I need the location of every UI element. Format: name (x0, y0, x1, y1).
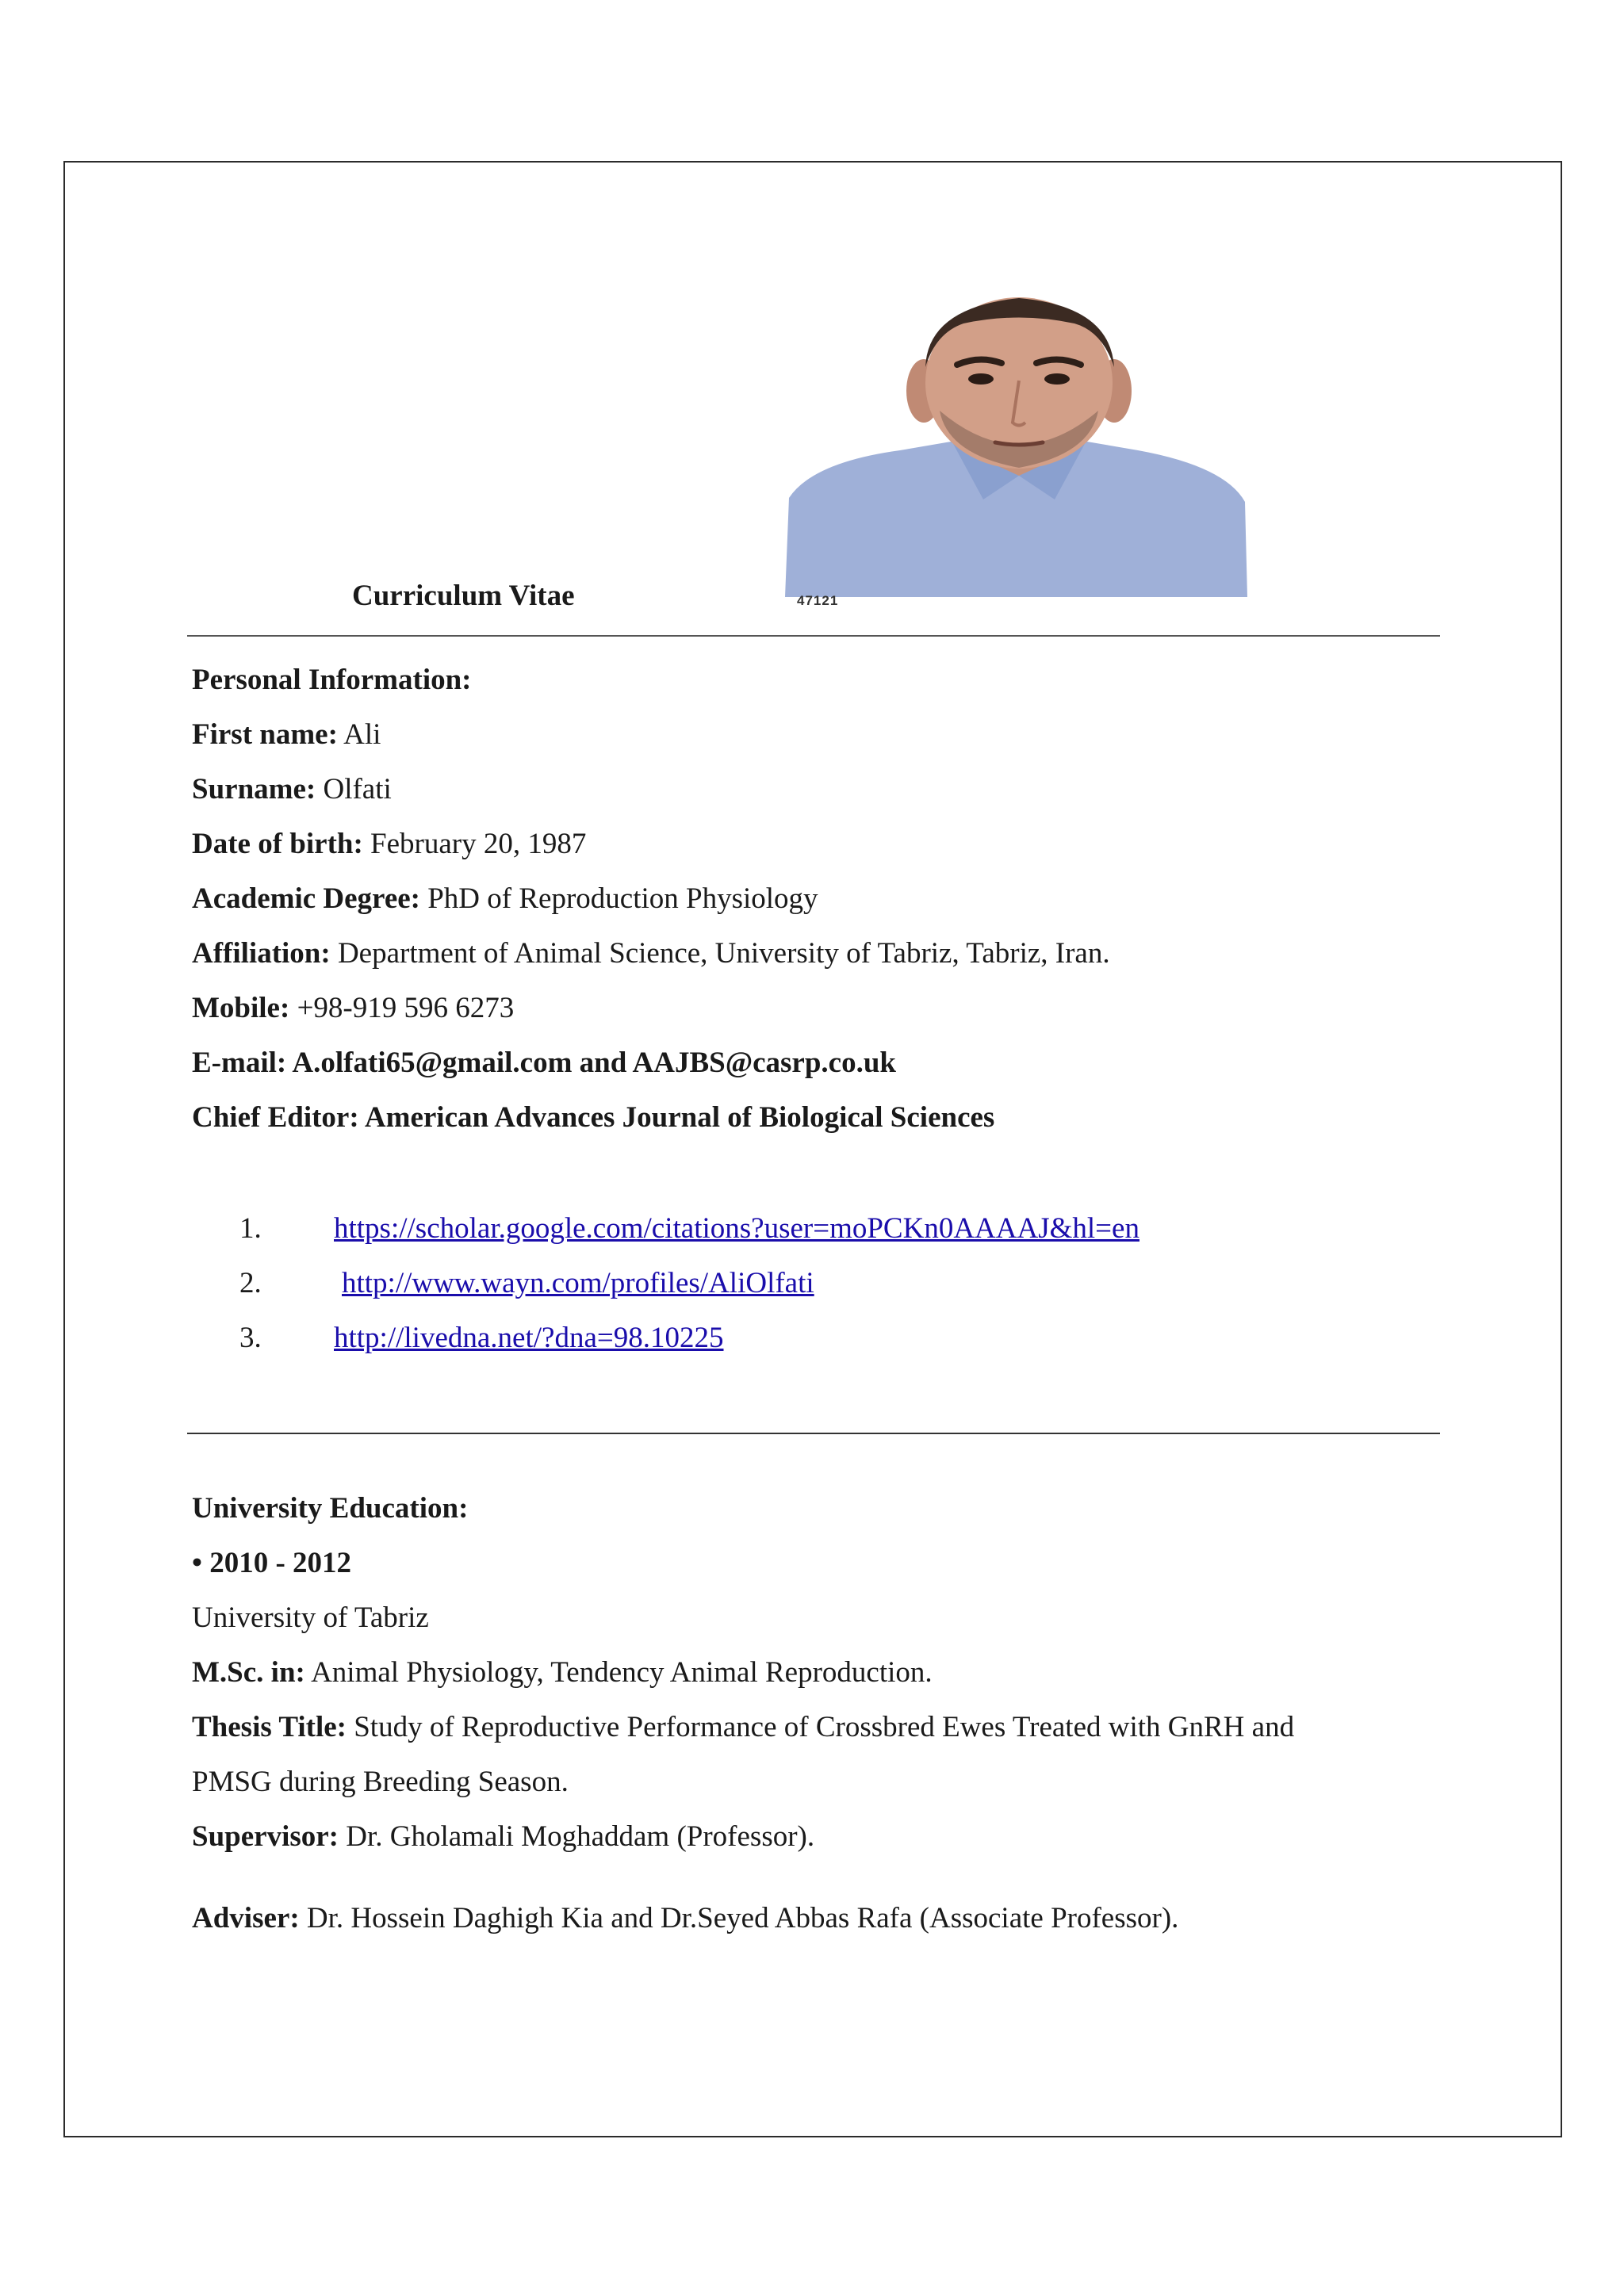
msc-value: Animal Physiology, Tendency Animal Reproduction. (311, 1656, 933, 1689)
affiliation-row (192, 936, 1110, 971)
education-period: • 2010 - 2012 (192, 1547, 352, 1579)
dob-label: Date of birth: (192, 828, 363, 860)
page-title: Curriculum Vitae (352, 580, 575, 612)
surname-value: Olfati (323, 773, 392, 806)
list-number: 3. (239, 1322, 262, 1354)
list-item (0, 1321, 1624, 1356)
email-row (192, 1046, 896, 1081)
editor-value: American Advances Journal of Biological Sciences (364, 1101, 995, 1134)
affiliation-value: Department of Animal Science, University of Tabriz, Tabriz, Iran. (337, 937, 1110, 970)
msc-row (192, 1655, 933, 1690)
list-item (0, 1266, 1624, 1301)
list-number: 2. (239, 1267, 262, 1299)
thesis-value-line1: Study of Reproductive Performance of Crossbred Ewes Treated with GnRH and (354, 1711, 1295, 1743)
adviser-label: Adviser: (192, 1902, 300, 1934)
degree-label: Academic Degree: (192, 882, 420, 915)
thesis-value-line2: PMSG during Breeding Season. (192, 1766, 569, 1798)
msc-label: M.Sc. in: (192, 1656, 305, 1689)
list-number: 1. (239, 1212, 262, 1245)
degree-value: PhD of Reproduction Physiology (427, 882, 818, 915)
wayn-profile-link[interactable]: http://www.wayn.com/profiles/AliOlfati (342, 1267, 814, 1299)
mobile-row (192, 991, 514, 1026)
editor-label: Chief Editor: (192, 1101, 359, 1134)
dob-value: February 20, 1987 (370, 828, 587, 860)
adviser-row (192, 1901, 1178, 1936)
thesis-row (192, 1710, 1294, 1745)
first-name-label: First name: (192, 718, 338, 751)
profile-photo (781, 292, 1249, 597)
email-value: A.olfati65@gmail.com and AAJBS@casrp.co.uk (292, 1047, 897, 1079)
email-label: E-mail: (192, 1047, 287, 1079)
adviser-value: Dr. Hossein Daghigh Kia and Dr.Seyed Abbas Rafa (Associate Professor). (306, 1902, 1179, 1934)
section-heading-personal: Personal Information: (192, 664, 472, 696)
supervisor-row (192, 1820, 814, 1854)
section-heading-education: University Education: (192, 1492, 469, 1525)
first-name-row (192, 718, 381, 752)
mobile-label: Mobile: (192, 992, 290, 1024)
divider-top (187, 635, 1440, 637)
surname-label: Surname: (192, 773, 316, 806)
thesis-label: Thesis Title: (192, 1711, 347, 1743)
photo-caption: 47121 (797, 593, 839, 608)
degree-row (192, 882, 818, 916)
first-name-value: Ali (343, 718, 381, 751)
education-university: University of Tabriz (192, 1601, 429, 1634)
google-scholar-link[interactable]: https://scholar.google.com/citations?user=moPCKn0AAAAJ&hl=en (334, 1212, 1139, 1245)
livedna-link[interactable]: http://livedna.net/?dna=98.10225 (334, 1322, 724, 1354)
surname-row (192, 772, 392, 807)
dob-row (192, 827, 586, 862)
supervisor-value: Dr. Gholamali Moghaddam (Professor). (346, 1820, 815, 1853)
list-item (0, 1211, 1624, 1246)
supervisor-label: Supervisor: (192, 1820, 339, 1853)
editor-row (192, 1100, 994, 1135)
affiliation-label: Affiliation: (192, 937, 331, 970)
divider-middle (187, 1433, 1440, 1434)
mobile-value: +98-919 596 6273 (297, 992, 515, 1024)
